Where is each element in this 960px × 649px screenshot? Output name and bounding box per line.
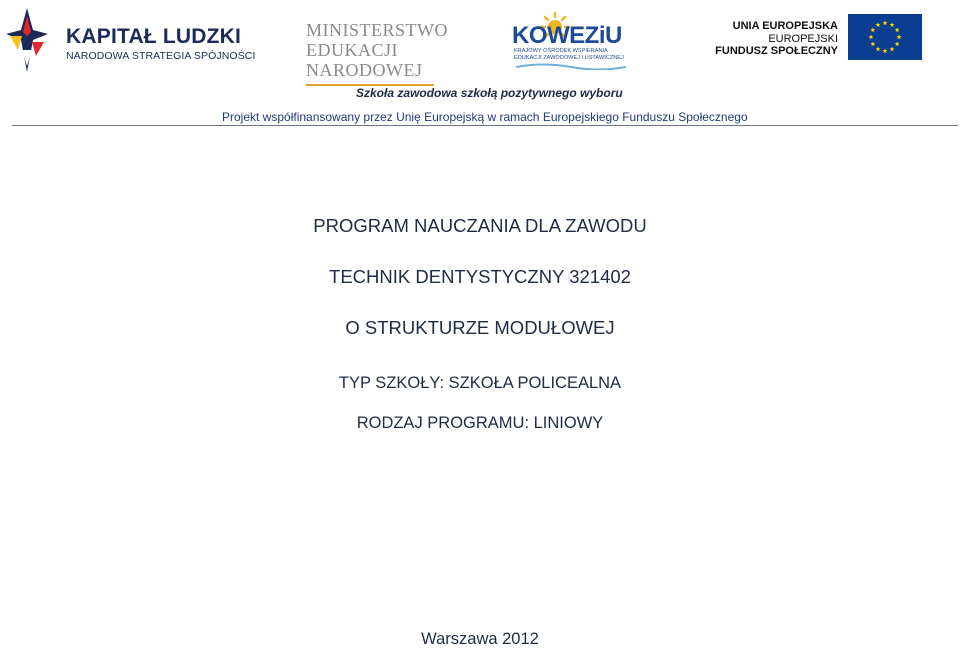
header-divider (12, 125, 958, 126)
program-type: RODZAJ PROGRAMU: LINIOWY (356, 414, 604, 432)
ministerstwo-line-2: EDUKACJI (306, 40, 398, 60)
kapital-ludzki-star-logo (6, 6, 48, 74)
ministerstwo-line-1: MINISTERSTWO (306, 20, 448, 40)
school-type: TYP SZKOŁY: SZKOŁA POLICEALNA (338, 374, 622, 392)
unia-line-2: EUROPEJSKI (768, 32, 838, 45)
ministerstwo-edukacji-logo (306, 20, 448, 86)
koweziu-subtitle-1: KRAJOWY OŚRODEK WSPIERANIA (514, 48, 608, 54)
koweziu-wave (516, 62, 626, 70)
place-and-year: Warszawa 2012 (421, 630, 539, 648)
koweziu-logo (510, 12, 628, 70)
kapital-ludzki-subtitle: NARODOWA STRATEGIA SPÓJNOŚCI (66, 50, 256, 62)
project-cofinancing-line: Projekt współfinansowany przez Unię Europejską w ramach Europejskiego Funduszu Społecznego (222, 110, 748, 124)
structure-title: O STRUKTURZE MODUŁOWEJ (345, 317, 615, 338)
kapital-ludzki-logo (66, 26, 256, 62)
ministerstwo-line-3: NARODOWEJ (306, 60, 423, 80)
unia-europejska-text (700, 20, 838, 58)
eu-flag-icon (848, 14, 922, 60)
kapital-ludzki-title: KAPITAŁ LUDZKI (66, 25, 242, 48)
koweziu-name: KOWEZiU (512, 22, 622, 49)
unia-line-1: UNIA EUROPEJSKA (732, 20, 838, 32)
unia-line-3: FUNDUSZ SPOŁECZNY (715, 45, 838, 57)
program-title: PROGRAM NAUCZANIA DLA ZAWODU (313, 215, 647, 236)
profession-title: TECHNIK DENTYSTYCZNY 321402 (329, 266, 631, 287)
tagline: Szkoła zawodowa szkołą pozytywnego wyboru (356, 86, 623, 100)
koweziu-subtitle-2: EDUKACJI ZAWODOWEJ I USTAWICZNEJ (514, 55, 624, 61)
